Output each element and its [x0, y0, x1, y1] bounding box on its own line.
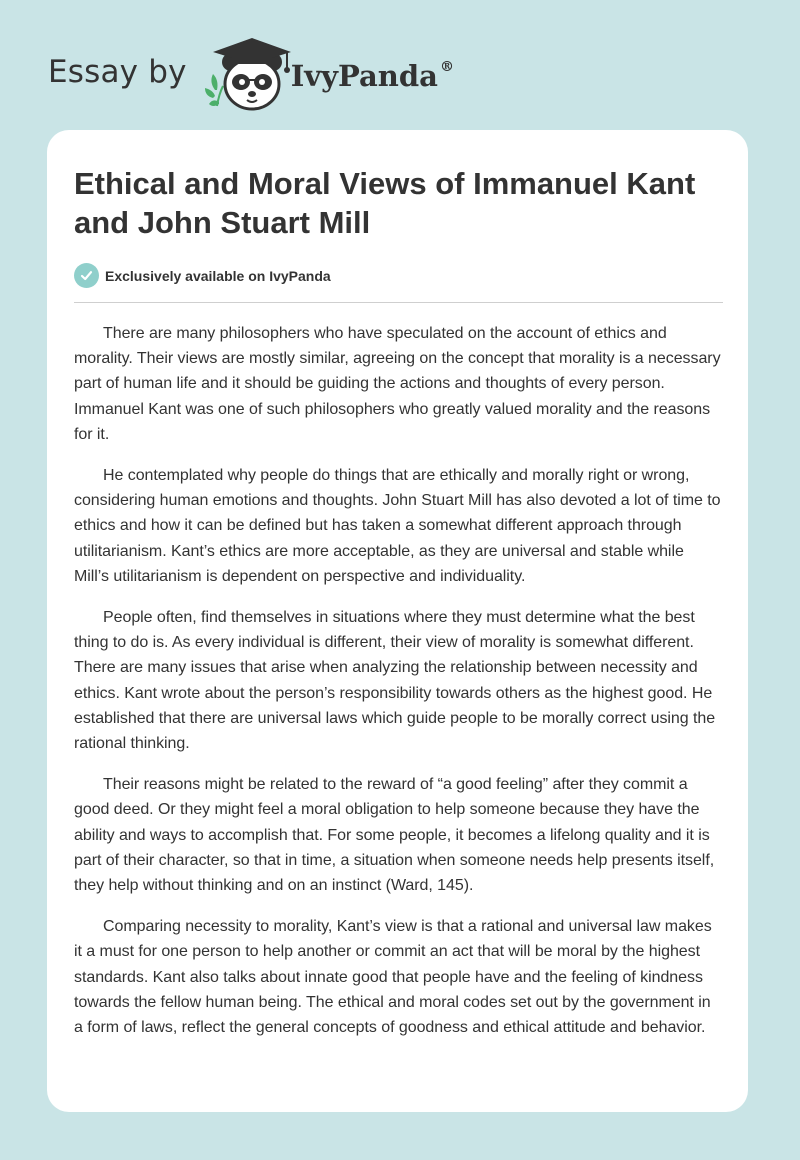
essay-paragraph: There are many philosophers who have speculated on the account of ethics and morality. Their views are mostly similar, agreeing on the concept that morality is a necessary part of human life and it should be guiding the actions and thoughts of every person. Immanuel Kant was one of such philosophers who greatly valued morality and the reasons for it.: [74, 325, 721, 443]
essay-card: [47, 130, 748, 1112]
essay-paragraph: He contemplated why people do things that are ethically and morally right or wrong, considering human emotions and thoughts. John Stuart Mill has also devoted a lot of time to ethics and how it can be defined but has taken a somewhat different approach through utilitarianism. Kant’s ethics are more acceptable, as they are universal and stable while Mill’s utilitarianism is dependent on perspective and individuality.: [74, 467, 721, 585]
essay-paragraph: Their reasons might be related to the reward of “a good feeling” after they commit a good deed. Or they might feel a moral obligation to help someone because they have the ability and ways to accomplish that. For some people, it becomes a lifelong quality and it is part of their character, so that in time, a situation when someone needs help presents itself, they help without thinking and on an instinct (Ward, 145).: [74, 776, 715, 895]
brand-header[interactable]: [48, 34, 454, 114]
title-divider: [74, 302, 723, 303]
essay-body: [74, 321, 723, 1056]
registered-mark: ®: [439, 59, 454, 76]
brand-name: IvyPanda ®: [290, 59, 454, 93]
exclusive-label: Exclusively available on IvyPanda: [105, 267, 331, 284]
panda-graduate-icon: [201, 34, 295, 114]
checkmark-icon: [74, 263, 99, 288]
essay-paragraph: People often, find themselves in situations where they must determine what the best thing to do is. As every individual is different, their view of morality is somewhat different. There are many issues that arise when analyzing the relationship between necessity and ethics. Kant wrote about the person’s responsibility towards others as the highest good. He established that there are universal laws which guide people to be morally correct using the rational thinking.: [74, 609, 716, 753]
essay-by-label: Essay by: [48, 54, 187, 90]
essay-paragraph: Comparing necessity to morality, Kant’s view is that a rational and universal law makes it a must for one person to help another or commit an act that will be moral by the highest standards. Kant also talks about innate good that people have and the feeling of kindness towards the fellow human being. The ethical and moral codes set out by the government in a form of laws, reflect the general concepts of goodness and ethical attitude and behavior.: [74, 918, 712, 1037]
essay-title: Ethical and Moral Views of Immanuel Kant and John Stuart Mill: [74, 166, 696, 240]
exclusive-badge: [74, 263, 331, 288]
